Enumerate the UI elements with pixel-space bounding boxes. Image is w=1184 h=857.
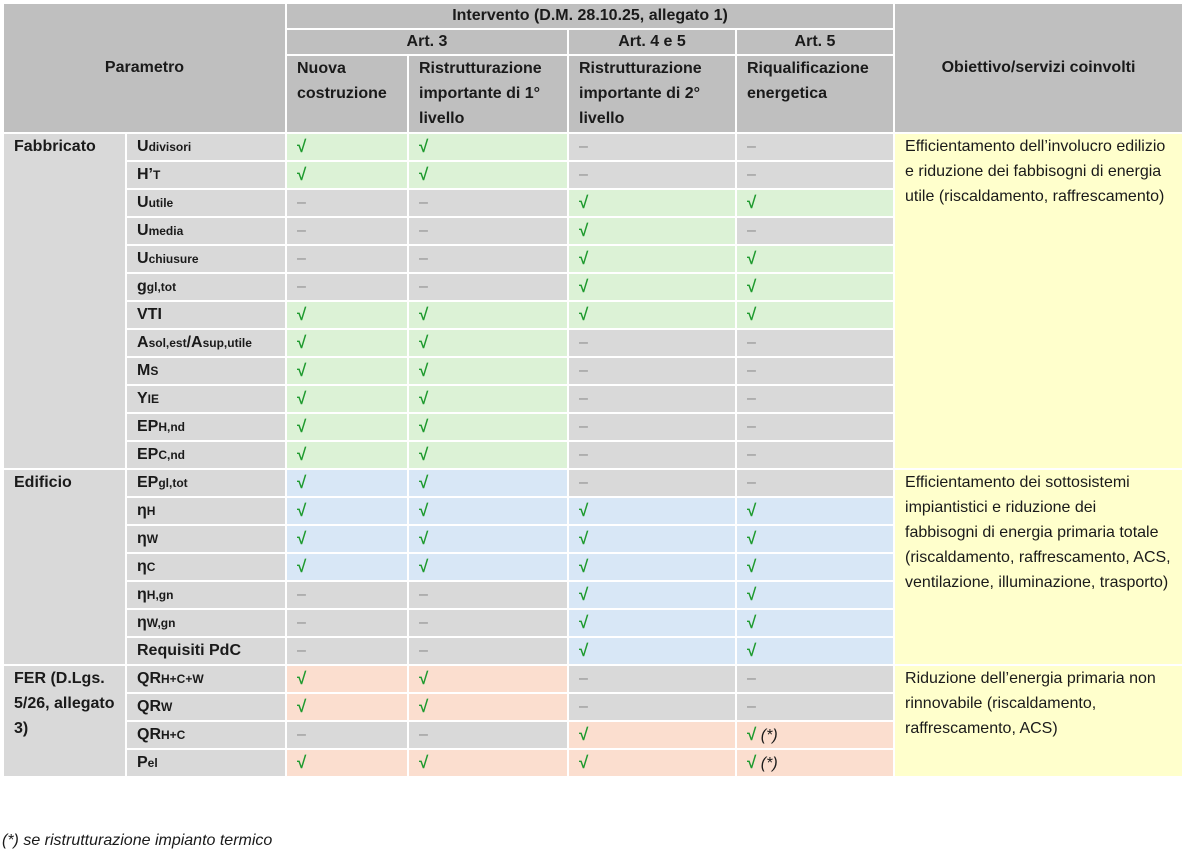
check-cell <box>408 357 568 385</box>
na-cell <box>568 469 736 497</box>
na-cell <box>408 273 568 301</box>
check-icon: √ <box>579 221 589 240</box>
na-cell <box>408 245 568 273</box>
na-cell <box>568 133 736 161</box>
check-icon: √ <box>419 473 429 492</box>
na-cell <box>408 217 568 245</box>
check-cell <box>568 553 736 581</box>
na-cell <box>736 693 894 721</box>
check-icon: √ <box>579 725 589 744</box>
na-cell <box>736 469 894 497</box>
dash-icon: – <box>419 642 428 659</box>
dash-icon: – <box>419 614 428 631</box>
parameter-name: Udivisori <box>126 133 286 161</box>
na-cell <box>286 609 408 637</box>
check-icon: √ <box>747 529 757 548</box>
na-cell <box>736 133 894 161</box>
check-cell <box>286 469 408 497</box>
header-art3: Art. 3 <box>286 29 568 55</box>
dash-icon: – <box>747 670 756 687</box>
table-row <box>3 665 1183 693</box>
check-icon: √ <box>579 249 589 268</box>
parameter-name: MS <box>126 357 286 385</box>
na-cell <box>736 357 894 385</box>
check-icon: √ <box>747 277 757 296</box>
check-icon: √ <box>297 361 307 380</box>
check-icon: √ <box>297 501 307 520</box>
dash-icon: – <box>419 194 428 211</box>
dash-icon: – <box>579 166 588 183</box>
check-cell <box>568 749 736 777</box>
dash-icon: – <box>747 222 756 239</box>
check-icon: √ <box>579 753 589 772</box>
dash-icon: – <box>747 698 756 715</box>
na-cell <box>286 637 408 665</box>
parameter-name: QRH+C <box>126 721 286 749</box>
dash-icon: – <box>579 334 588 351</box>
check-icon: √ <box>419 445 429 464</box>
dash-icon: – <box>419 726 428 743</box>
check-icon: √ <box>419 333 429 352</box>
check-icon: √ <box>419 417 429 436</box>
header-obiettivo: Obiettivo/servizi coinvolti <box>894 3 1183 133</box>
na-cell <box>286 245 408 273</box>
parameter-name: ηW,gn <box>126 609 286 637</box>
dash-icon: – <box>419 278 428 295</box>
check-icon: √ <box>419 669 429 688</box>
check-icon: √ <box>297 333 307 352</box>
parameter-name: ηH <box>126 497 286 525</box>
check-icon: √ <box>579 529 589 548</box>
na-cell <box>568 413 736 441</box>
header-ristrutturazione-2: Ristrutturazione importante di 2° livello <box>568 55 736 133</box>
check-icon: √ <box>579 613 589 632</box>
dash-icon: – <box>579 698 588 715</box>
check-icon: √ <box>747 725 757 744</box>
check-cell <box>286 413 408 441</box>
check-icon: √ <box>747 641 757 660</box>
check-cell <box>736 245 894 273</box>
check-cell <box>736 189 894 217</box>
dash-icon: – <box>747 446 756 463</box>
check-cell <box>568 637 736 665</box>
check-cell <box>736 497 894 525</box>
dash-icon: – <box>297 222 306 239</box>
na-cell <box>568 441 736 469</box>
check-icon: √ <box>297 165 307 184</box>
check-icon: √ <box>297 557 307 576</box>
check-cell: √ (*) <box>736 749 894 777</box>
check-icon: √ <box>297 697 307 716</box>
check-icon: √ <box>297 529 307 548</box>
footnote: (*) se ristrutturazione impianto termico <box>2 832 273 849</box>
check-icon: √ <box>419 361 429 380</box>
check-cell <box>736 301 894 329</box>
check-cell <box>408 469 568 497</box>
check-cell <box>408 441 568 469</box>
check-cell <box>286 329 408 357</box>
dash-icon: – <box>297 726 306 743</box>
check-cell <box>408 161 568 189</box>
na-cell <box>736 441 894 469</box>
check-cell <box>568 189 736 217</box>
check-cell <box>286 161 408 189</box>
check-cell <box>568 301 736 329</box>
check-cell <box>568 525 736 553</box>
group-label: Edificio <box>3 469 126 665</box>
dash-icon: – <box>747 138 756 155</box>
dash-icon: – <box>579 446 588 463</box>
na-cell <box>736 385 894 413</box>
check-cell <box>568 497 736 525</box>
parameter-name: EPC,nd <box>126 441 286 469</box>
check-icon: √ <box>419 501 429 520</box>
dash-icon: – <box>297 586 306 603</box>
check-icon: √ <box>297 445 307 464</box>
check-cell <box>408 497 568 525</box>
check-icon: √ <box>419 305 429 324</box>
dash-icon: – <box>297 642 306 659</box>
na-cell <box>286 721 408 749</box>
na-cell <box>568 357 736 385</box>
check-icon: √ <box>297 669 307 688</box>
check-icon: √ <box>747 557 757 576</box>
dash-icon: – <box>297 250 306 267</box>
check-cell <box>568 245 736 273</box>
dash-icon: – <box>297 278 306 295</box>
header-art45: Art. 4 e 5 <box>568 29 736 55</box>
check-icon: √ <box>297 137 307 156</box>
dash-icon: – <box>579 418 588 435</box>
check-cell: √ (*) <box>736 721 894 749</box>
check-icon: √ <box>747 585 757 604</box>
check-icon: √ <box>419 753 429 772</box>
na-cell <box>736 217 894 245</box>
check-cell <box>736 637 894 665</box>
na-cell <box>736 413 894 441</box>
check-cell <box>286 357 408 385</box>
parameter-name: ηH,gn <box>126 581 286 609</box>
table-row <box>3 469 1183 497</box>
check-cell <box>408 525 568 553</box>
parameter-name: EPgl,tot <box>126 469 286 497</box>
check-icon: √ <box>747 249 757 268</box>
objective-text: Efficientamento dei sottosistemi impiantistici e riduzione dei fabbisogni di energia primaria totale (riscaldamento, raffrescamento, ACS, ventilazione, illuminazione, trasporto) <box>894 469 1183 665</box>
parameter-name: QRH+C+W <box>126 665 286 693</box>
na-cell <box>568 329 736 357</box>
dash-icon: – <box>579 390 588 407</box>
check-cell <box>568 609 736 637</box>
check-icon: √ <box>297 305 307 324</box>
dash-icon: – <box>579 362 588 379</box>
dash-icon: – <box>297 194 306 211</box>
header-parametro: Parametro <box>3 3 286 133</box>
check-cell <box>286 553 408 581</box>
na-cell <box>408 189 568 217</box>
check-icon: √ <box>579 305 589 324</box>
na-cell <box>286 273 408 301</box>
parameter-name: EPH,nd <box>126 413 286 441</box>
table-body <box>3 133 1183 777</box>
check-cell <box>286 497 408 525</box>
parameter-name: Pel <box>126 749 286 777</box>
check-cell <box>736 553 894 581</box>
parameter-name: ηW <box>126 525 286 553</box>
dash-icon: – <box>747 418 756 435</box>
na-cell <box>286 581 408 609</box>
check-cell <box>408 301 568 329</box>
table-row <box>3 133 1183 161</box>
na-cell <box>286 217 408 245</box>
check-cell <box>736 581 894 609</box>
check-icon: √ <box>419 165 429 184</box>
na-cell <box>736 161 894 189</box>
check-cell <box>286 441 408 469</box>
group-label: Fabbricato <box>3 133 126 469</box>
dash-icon: – <box>747 166 756 183</box>
dash-icon: – <box>747 362 756 379</box>
check-cell <box>408 329 568 357</box>
objective-text: Riduzione dell’energia primaria non rinnovabile (riscaldamento, raffrescamento, ACS) <box>894 665 1183 777</box>
parameter-name: Umedia <box>126 217 286 245</box>
dash-icon: – <box>297 614 306 631</box>
dash-icon: – <box>419 222 428 239</box>
parameter-name: YIE <box>126 385 286 413</box>
dash-icon: – <box>579 474 588 491</box>
check-icon: √ <box>579 557 589 576</box>
dash-icon: – <box>747 474 756 491</box>
check-cell <box>736 609 894 637</box>
check-icon: √ <box>579 193 589 212</box>
dash-icon: – <box>579 670 588 687</box>
check-icon: √ <box>579 277 589 296</box>
na-cell <box>408 609 568 637</box>
na-cell <box>568 385 736 413</box>
requirements-table <box>2 2 1184 778</box>
na-cell <box>408 581 568 609</box>
check-icon: √ <box>579 585 589 604</box>
header-nuova-costruzione: Nuova costruzione <box>286 55 408 133</box>
check-icon: √ <box>297 753 307 772</box>
check-cell <box>568 273 736 301</box>
check-cell <box>408 693 568 721</box>
parameter-name: ggl,tot <box>126 273 286 301</box>
check-cell <box>408 385 568 413</box>
na-cell <box>568 161 736 189</box>
check-icon: √ <box>747 753 757 772</box>
check-cell <box>408 749 568 777</box>
check-cell <box>736 273 894 301</box>
check-cell <box>286 693 408 721</box>
na-cell <box>286 189 408 217</box>
check-icon: √ <box>297 389 307 408</box>
check-icon: √ <box>419 557 429 576</box>
objective-text: Efficientamento dell’involucro edilizio e riduzione dei fabbisogni di energia utile (riscaldamento, raffrescamento) <box>894 133 1183 469</box>
check-cell <box>286 133 408 161</box>
check-icon: √ <box>419 137 429 156</box>
check-icon: √ <box>297 417 307 436</box>
check-icon: √ <box>747 501 757 520</box>
na-cell <box>736 665 894 693</box>
check-icon: √ <box>419 389 429 408</box>
dash-icon: – <box>747 334 756 351</box>
check-icon: √ <box>297 473 307 492</box>
check-icon: √ <box>747 305 757 324</box>
check-icon: √ <box>747 193 757 212</box>
check-cell <box>286 301 408 329</box>
na-cell <box>568 665 736 693</box>
check-icon: √ <box>579 501 589 520</box>
dash-icon: – <box>419 586 428 603</box>
check-cell <box>568 721 736 749</box>
check-icon: √ <box>747 613 757 632</box>
check-cell <box>568 581 736 609</box>
check-cell <box>408 413 568 441</box>
check-cell <box>286 749 408 777</box>
parameter-name: Requisiti PdC <box>126 637 286 665</box>
parameter-name: Asol,est/Asup,utile <box>126 329 286 357</box>
check-cell <box>568 217 736 245</box>
check-icon: √ <box>419 697 429 716</box>
check-icon: √ <box>579 641 589 660</box>
check-cell <box>286 665 408 693</box>
check-cell <box>408 133 568 161</box>
dash-icon: – <box>747 390 756 407</box>
header-riqualificazione: Riqualificazione energetica <box>736 55 894 133</box>
header-intervento: Intervento (D.M. 28.10.25, allegato 1) <box>286 3 894 29</box>
check-cell <box>286 525 408 553</box>
check-cell <box>408 665 568 693</box>
na-cell <box>408 721 568 749</box>
parameter-name: ηC <box>126 553 286 581</box>
header-art5: Art. 5 <box>736 29 894 55</box>
header-ristrutturazione-1: Ristrutturazione importante di 1° livello <box>408 55 568 133</box>
group-label: FER (D.Lgs. 5/26, allegato 3) <box>3 665 126 777</box>
check-cell <box>408 553 568 581</box>
dash-icon: – <box>419 250 428 267</box>
dash-icon: – <box>579 138 588 155</box>
na-cell <box>736 329 894 357</box>
parameter-name: H’T <box>126 161 286 189</box>
na-cell <box>408 637 568 665</box>
na-cell <box>568 693 736 721</box>
parameter-name: Uchiusure <box>126 245 286 273</box>
check-cell <box>286 385 408 413</box>
parameter-name: VTI <box>126 301 286 329</box>
parameter-name: QRW <box>126 693 286 721</box>
check-icon: √ <box>419 529 429 548</box>
parameter-name: Uutile <box>126 189 286 217</box>
check-cell <box>736 525 894 553</box>
